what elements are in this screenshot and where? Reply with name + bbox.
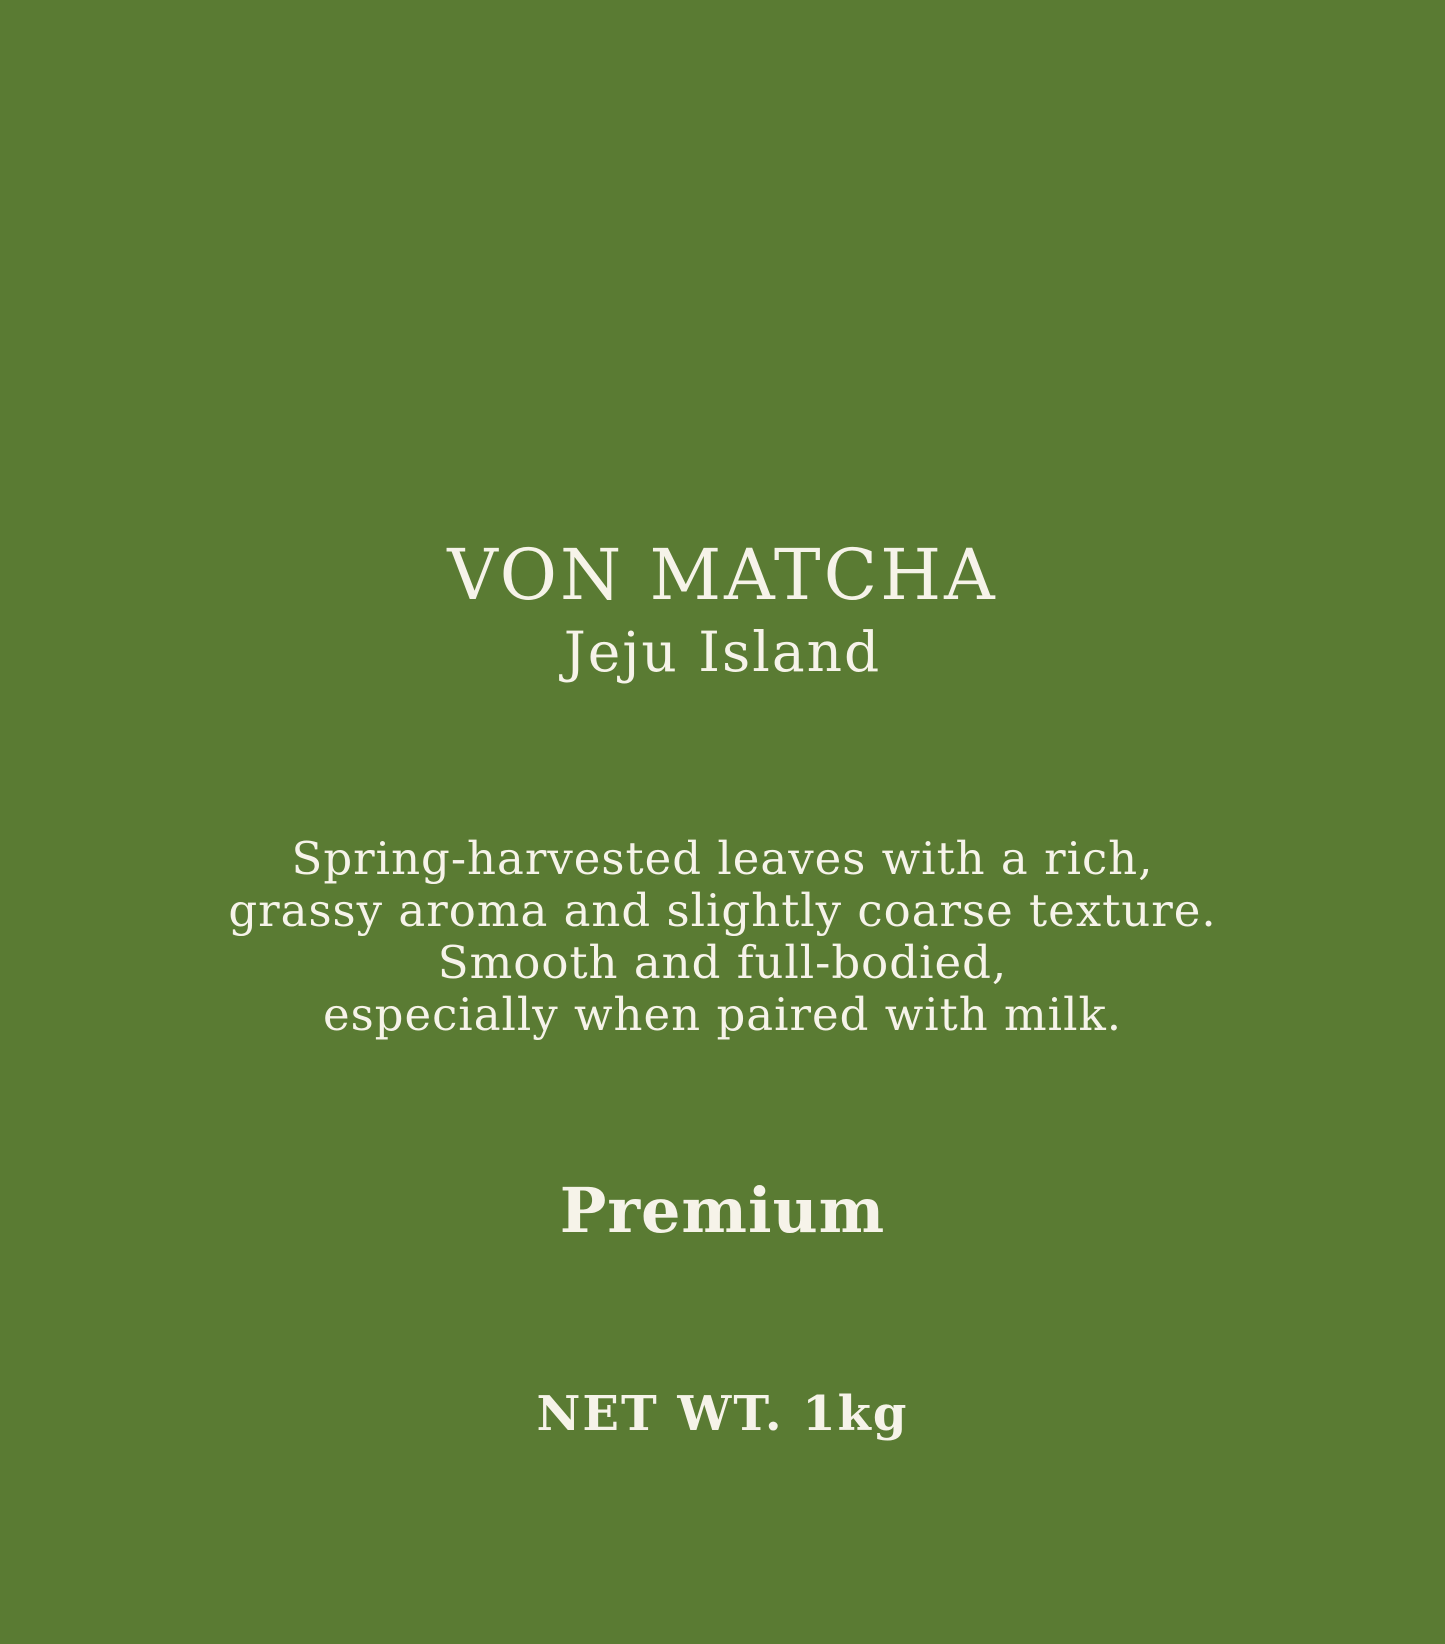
net-weight-label: NET WT. 1kg: [536, 1386, 909, 1442]
description-text: [0, 833, 1445, 1041]
brand-name: VON MATCHA: [447, 534, 998, 616]
grade-label: Premium: [559, 1174, 886, 1247]
origin-subtitle: Jeju Island: [563, 620, 882, 684]
description-line: Spring-harvested leaves with a rich,: [291, 832, 1154, 885]
description-line: especially when paired with milk.: [322, 988, 1123, 1041]
description-line: Smooth and full-bodied,: [437, 936, 1008, 989]
description-line: grassy aroma and slightly coarse texture.: [228, 884, 1217, 937]
